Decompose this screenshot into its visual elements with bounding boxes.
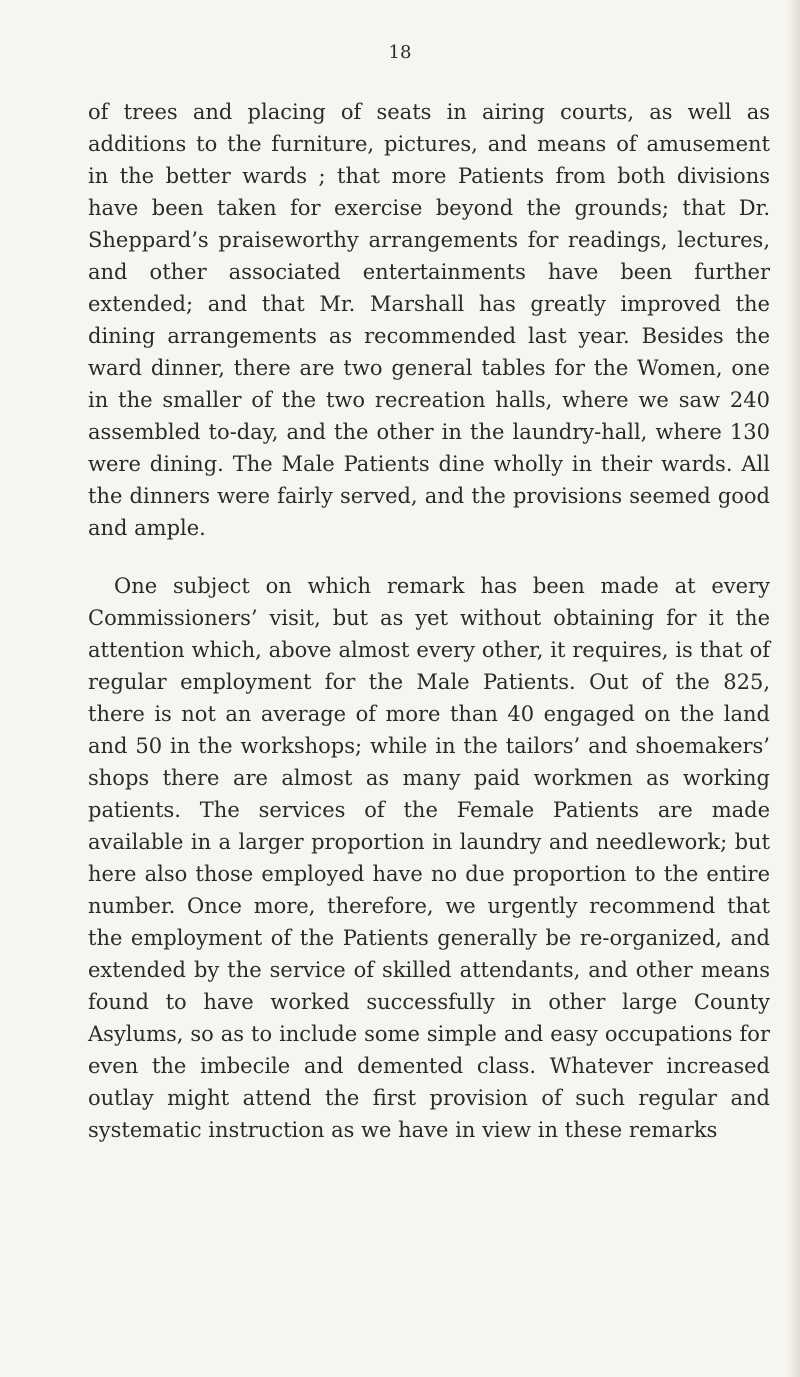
paragraph-2: One subject on which remark has been made at every Commissioners’ visit, but as yet without obtaining for it the attention which, above almost every other, it requires, is that of regular employment for the Male Patients. Out of the 825, there is not an average of more than 40 engaged on the land and 50 in the workshops; while in the tailors’ and shoemakers’ shops there are almost as many paid workmen as working patients. The services of the Female Patients are made available in a larger proportion in laundry and needlework; but here also those employed have no due proportion to the entire number. Once more, therefore, we urgently recommend that the employment of the Patients generally be re-organized, and extended by the service of skilled attendants, and other means found to have worked successfully in other large County Asylums, so as to include some simple and easy occupations for even the imbecile and demented class. Whatever increased outlay might attend the first provision of such regular and systematic instruction as we have in view in these remarks [88, 574, 770, 1142]
body-text [88, 96, 770, 1146]
page-edge-shadow [786, 0, 800, 1377]
paragraph-1: of trees and placing of seats in airing courts, as well as additions to the furniture, pictures, and means of amusement in the better wards ; that more Patients from both divisions have been taken for exercise beyond the grounds; that Dr. Sheppard’s praiseworthy arrangements for readings, lectures, and other associated entertainments have been further extended; and that Mr. Marshall has greatly improved the dining arrangements as recommended last year. Besides the ward dinner, there are two general tables for the Women, one in the smaller of the two recreation halls, where we saw 240 assembled to-day, and the other in the laundry-hall, where 130 were dining. The Male Patients dine wholly in their wards. All the dinners were fairly served, and the provisions seemed good and ample. [88, 100, 770, 540]
page-number: 18 [388, 42, 412, 63]
